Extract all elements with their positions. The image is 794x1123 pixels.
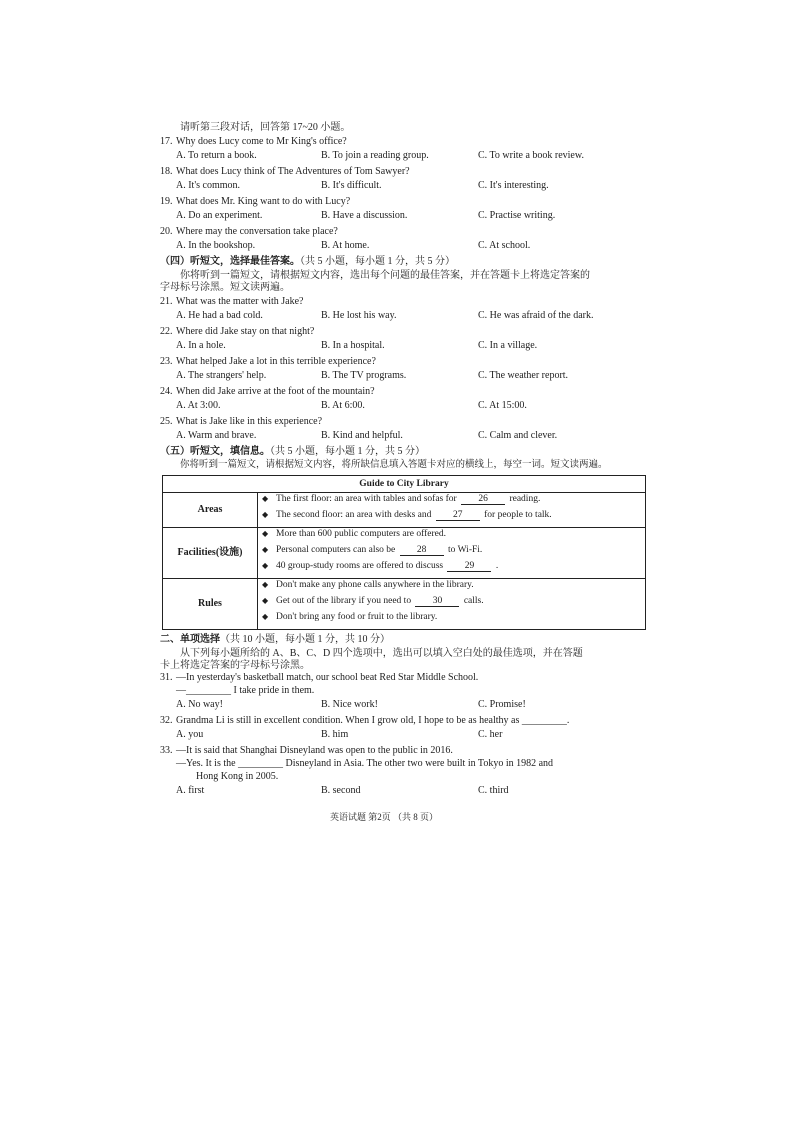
question-number: 21. (160, 296, 173, 307)
question-line (160, 296, 646, 309)
option-b[interactable]: B. Have a discussion. (321, 210, 408, 221)
option-a[interactable]: A. The strangers' help. (176, 370, 267, 381)
answer-blank[interactable]: 27 (436, 510, 480, 521)
question-options (160, 399, 646, 416)
question-number: 22. (160, 326, 173, 337)
part2-title: 二、单项选择 (160, 634, 220, 646)
question-number: 17. (160, 136, 173, 147)
question-text: What does Lucy think of The Adventures of Tom Sawyer? (176, 166, 410, 177)
bullet-text: Don't bring any food or fruit to the library. (276, 612, 438, 623)
option-b[interactable]: B. To join a reading group. (321, 150, 429, 161)
question-number: 19. (160, 196, 173, 207)
answer-blank[interactable]: 29 (447, 561, 491, 572)
question-options (160, 309, 646, 326)
q32-option-c[interactable]: C. her (478, 729, 503, 741)
option-a[interactable]: A. Do an experiment. (176, 210, 263, 221)
question-options (160, 369, 646, 386)
question-text: When did Jake arrive at the foot of the mountain? (176, 386, 375, 397)
q33-option-c[interactable]: C. third (478, 785, 509, 797)
guide-bullet (262, 612, 641, 628)
q32-option-a[interactable]: A. you (176, 729, 204, 741)
question-options (160, 179, 646, 196)
section5-instruction: 你将听到一篇短文，请根据短文内容，将所缺信息填入答题卡对应的横线上，每空一词。短文读两遍。 (180, 460, 608, 470)
question-number: 24. (160, 386, 173, 397)
part3-intro: 请听第三段对话，回答第 17~20 小题。 (180, 122, 351, 133)
option-c[interactable]: C. In a village. (478, 340, 538, 351)
bullet-text: The first floor: an area with tables and sofas for (276, 494, 457, 505)
question-text: What does Mr. King want to do with Lucy? (176, 196, 351, 207)
question-options (160, 339, 646, 356)
library-guide-table (162, 475, 646, 630)
diamond-bullet-icon: ◆ (262, 596, 269, 606)
option-b[interactable]: B. At home. (321, 240, 370, 251)
option-c[interactable]: C. The weather report. (478, 370, 569, 381)
bullet-text: More than 600 public computers are offered. (276, 529, 446, 540)
bullet-text: Get out of the library if you need to (276, 596, 412, 607)
question-number: 23. (160, 356, 173, 367)
bullet-text-after: . (495, 561, 499, 572)
option-c[interactable]: C. Practise writing. (478, 210, 556, 221)
diamond-bullet-icon: ◆ (262, 612, 269, 622)
q31-option-c[interactable]: C. Promise! (478, 699, 526, 711)
q32-line1: 32. Grandma Li is still in excellent condition. When I grow old, I hope to be as healthy as _________. (160, 715, 570, 727)
exam-content (160, 122, 646, 801)
questions-17-20 (160, 136, 646, 256)
guide-bullet (262, 494, 641, 510)
question-text: What helped Jake a lot in this terrible experience? (176, 356, 376, 367)
part2-scoring: （共 10 小题，每小题 1 分，共 10 分） (220, 634, 390, 646)
table-title: Guide to City Library (163, 476, 646, 493)
diamond-bullet-icon: ◆ (262, 561, 269, 571)
section5-title: （五）听短文，填信息。 (160, 446, 270, 457)
guide-bullet (262, 561, 641, 577)
question-line (160, 226, 646, 239)
question-line (160, 166, 646, 179)
answer-blank[interactable]: 30 (415, 596, 459, 607)
questions-21-25 (160, 296, 646, 446)
question-options (160, 239, 646, 256)
answer-blank[interactable]: 26 (461, 494, 505, 505)
question-text: What is Jake like in this experience? (176, 416, 323, 427)
option-c[interactable]: C. To write a book review. (478, 150, 584, 161)
question-options (160, 209, 646, 226)
bullet-text: The second floor: an area with desks and (276, 510, 432, 521)
q31-line2: —_________ I take pride in them. (176, 685, 315, 697)
option-a[interactable]: A. He had a bad cold. (176, 310, 263, 321)
page-footer: 英语试题 第2页 （共 8 页） (330, 812, 439, 822)
part2-instruction-1: 从下列每小题所给的 A、B、C、D 四个选项中，选出可以填入空白处的最佳选项，并在答题 (180, 648, 583, 660)
section4-instruction-1: 你将听到一篇短文，请根据短文内容，选出每个问题的最佳答案，并在答题卡上将选定答案的 (180, 270, 590, 281)
question-number: 20. (160, 226, 173, 237)
facilities-cell (258, 528, 646, 579)
q33-options (160, 784, 646, 801)
question-line (160, 326, 646, 339)
question-line (160, 136, 646, 149)
bullet-text-after: reading. (509, 494, 541, 505)
section5-heading (160, 446, 646, 460)
option-b[interactable]: B. It's difficult. (321, 180, 382, 191)
option-b[interactable]: B. At 6:00. (321, 400, 365, 411)
q32-options (160, 728, 646, 745)
option-a[interactable]: A. At 3:00. (176, 400, 221, 411)
option-c[interactable]: C. At school. (478, 240, 531, 251)
areas-cell (258, 493, 646, 528)
question-number: 25. (160, 416, 173, 427)
section4-scoring: （共 5 小题，每小题 1 分，共 5 分） (300, 256, 455, 267)
bullet-text: Don't make any phone calls anywhere in the library. (276, 580, 474, 591)
bullet-text-after: calls. (463, 596, 484, 607)
q31-option-b[interactable]: B. Nice work! (321, 699, 378, 711)
bullet-text: Personal computers can also be (276, 545, 396, 556)
guide-bullet (262, 596, 641, 612)
question-text: Where may the conversation take place? (176, 226, 338, 237)
bullet-text-after: to Wi-Fi. (448, 545, 483, 556)
question-options (160, 149, 646, 166)
q33-line2: —Yes. It is the _________ Disneyland in Asia. The other two were built in Tokyo in 1982 and (176, 758, 554, 770)
diamond-bullet-icon: ◆ (262, 510, 269, 520)
rules-cell (258, 579, 646, 630)
option-a[interactable]: A. In a hole. (176, 340, 226, 351)
diamond-bullet-icon: ◆ (262, 494, 269, 504)
question-line (160, 386, 646, 399)
q33-line1: 33. —It is said that Shanghai Disneyland was open to the public in 2016. (160, 745, 453, 757)
section4-heading (160, 256, 646, 270)
areas-label: Areas (163, 493, 258, 528)
option-b[interactable]: B. Kind and helpful. (321, 430, 403, 441)
option-a[interactable]: A. In the bookshop. (176, 240, 256, 251)
option-c[interactable]: C. He was afraid of the dark. (478, 310, 594, 321)
question-text: Why does Lucy come to Mr King's office? (176, 136, 347, 147)
option-b[interactable]: B. The TV programs. (321, 370, 407, 381)
diamond-bullet-icon: ◆ (262, 529, 269, 539)
diamond-bullet-icon: ◆ (262, 545, 269, 555)
q32-option-b[interactable]: B. him (321, 729, 349, 741)
q33-option-b[interactable]: B. second (321, 785, 361, 797)
question-line (160, 196, 646, 209)
option-b[interactable]: B. In a hospital. (321, 340, 385, 351)
question-text: Where did Jake stay on that night? (176, 326, 315, 337)
option-a[interactable]: A. Warm and brave. (176, 430, 257, 441)
guide-bullet (262, 580, 641, 596)
answer-blank[interactable]: 28 (400, 545, 444, 556)
question-line (160, 416, 646, 429)
q33-option-a[interactable]: A. first (176, 785, 205, 797)
question-number: 18. (160, 166, 173, 177)
section4-instruction-2: 字母标号涂黑。短文读两遍。 (160, 282, 290, 293)
q31-options (160, 698, 646, 715)
section5-scoring: （共 5 小题，每小题 1 分，共 5 分） (270, 446, 425, 457)
part2-heading (160, 634, 646, 648)
option-b[interactable]: B. He lost his way. (321, 310, 397, 321)
guide-bullet (262, 545, 641, 561)
facilities-label: Facilities(设施) (163, 528, 258, 579)
q31-line1: 31. —In yesterday's basketball match, our school beat Red Star Middle School. (160, 672, 479, 684)
option-c[interactable]: C. At 15:00. (478, 400, 527, 411)
guide-bullet (262, 510, 641, 526)
q31-option-a[interactable]: A. No way! (176, 699, 223, 711)
option-a[interactable]: A. It's common. (176, 180, 241, 191)
q33-line3: Hong Kong in 2005. (196, 771, 279, 783)
rules-label: Rules (163, 579, 258, 630)
part2-instruction-2: 卡上将选定答案的字母标号涂黑。 (160, 660, 310, 672)
section4-title: （四）听短文，选择最佳答案。 (160, 256, 300, 267)
option-a[interactable]: A. To return a book. (176, 150, 257, 161)
question-options (160, 429, 646, 446)
question-text: What was the matter with Jake? (176, 296, 304, 307)
option-c[interactable]: C. It's interesting. (478, 180, 549, 191)
guide-bullet (262, 529, 641, 545)
bullet-text: 40 group-study rooms are offered to discuss (276, 561, 444, 572)
bullet-text-after: for people to talk. (484, 510, 552, 521)
diamond-bullet-icon: ◆ (262, 580, 269, 590)
option-c[interactable]: C. Calm and clever. (478, 430, 558, 441)
question-line (160, 356, 646, 369)
